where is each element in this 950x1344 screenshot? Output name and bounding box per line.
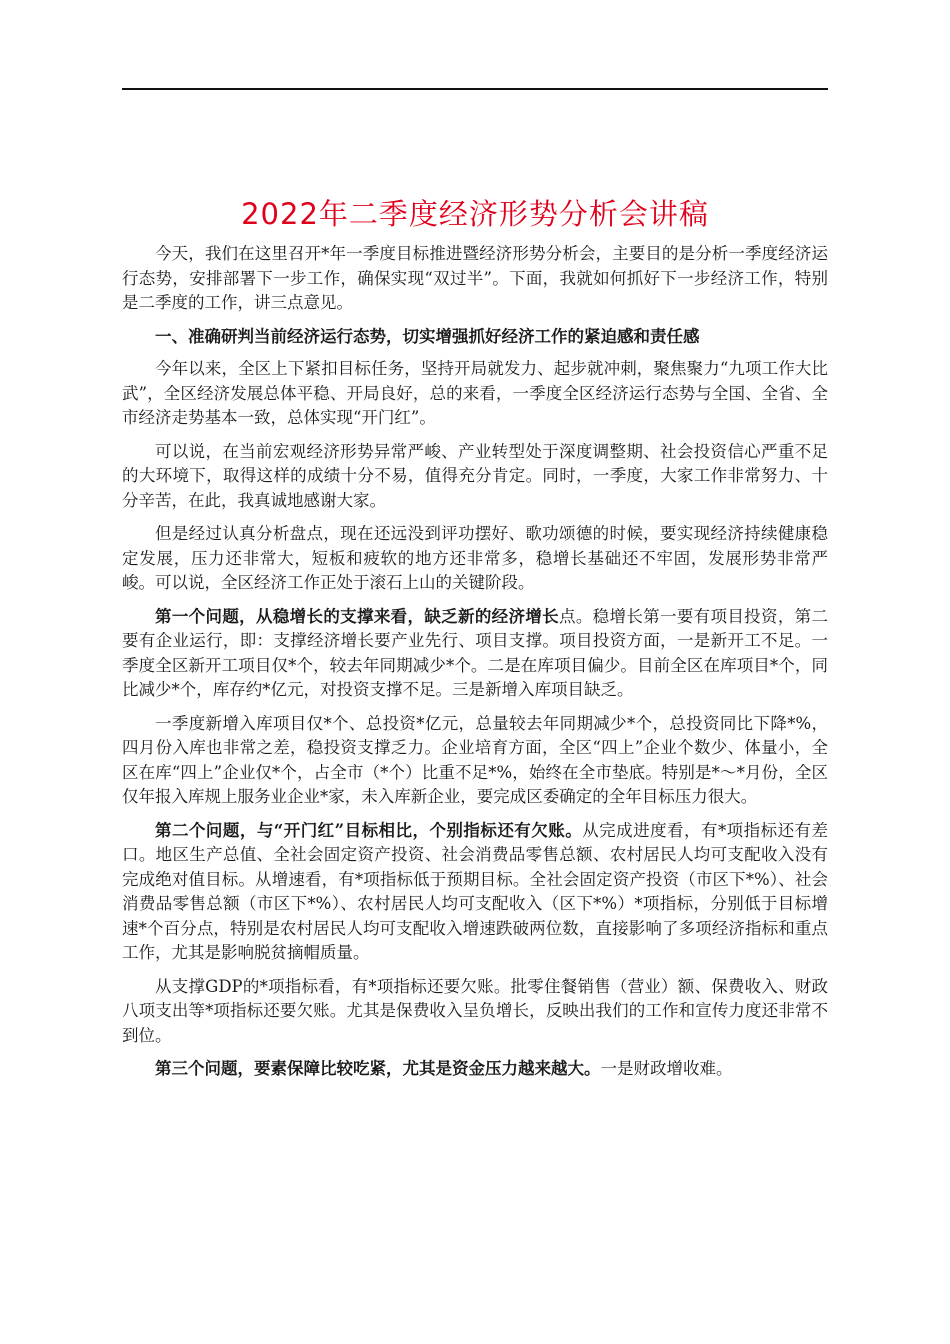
paragraph-text: 一是财政增收难。 [600, 1059, 733, 1078]
paragraph-text: 点。稳增长第一要有项目投资，第二要有企业运行，即：支撑经济增长要产业先行、项目支撑。项目投资方面，一是新开工不足。一季度全区新开工项目仅*个，较去年同期减少*个。二是在库项目偏少。目前全区在库项目*个，同比减少*个，库存约*亿元，对投资支撑不足。三是新增入库项目缺乏。 [122, 606, 829, 699]
paragraph-text: 但是经过认真分析盘点，现在还远没到评功摆好、歌功颂德的时候，要实现经济持续健康稳定发展，压力还非常大，短板和疲软的地方还非常多，稳增长基础还不牢固，发展形势非常严峻。可以说，全区经济工作正处于滚石上山的关键阶段。 [122, 524, 828, 592]
paragraph-text: 今年以来，全区上下紧扣目标任务，坚持开局就发力、起步就冲刺，聚焦聚力“九项工作大比武”，全区经济发展总体平稳、开局良好，总的来看，一季度全区经济运行态势与全国、全省、全市经济走势基本一致，总体实现“开门红”。 [122, 359, 828, 427]
paragraph [122, 357, 828, 431]
section-heading-1 [122, 325, 828, 350]
document-body [122, 242, 828, 1091]
section-heading-text: 一、准确研判当前经济运行态势，切实增强抓好经济工作的紧迫感和责任感 [155, 326, 700, 346]
problem-lead: 第三个问题，要素保障比较吃紧，尤其是资金压力越来越大。 [155, 1059, 601, 1078]
paragraph-text: 一季度新增入库项目仅*个、总投资*亿元，总量较去年同期减少*个，总投资同比下降*%，四月份入库也非常之差，稳投资支撑乏力。企业培育方面，全区“四上”企业个数少、体量小，全区在库“四上”企业仅*个，占全市（*个）比重不足*%，始终在全市垫底。特别是*～*月份，全区仅年报入库规上服务业企业*家，未入库新企业，要完成区委确定的全年目标压力很大。 [122, 713, 828, 806]
paragraph [122, 440, 828, 514]
paragraph-text: 从完成进度看，有*项指标还有差口。地区生产总值、全社会固定资产投资、社会消费品零售总额、农村居民人均可支配收入没有完成绝对值目标。从增速看，有*项指标低于预期目标。全社会固定资产投资（市区下*%）、社会消费品零售总额（市区下*%）、农村居民人均可支配收入（区下*%）*项指标，分别低于目标增速*个百分点，特别是农村居民人均可支配收入增速跌破两位数，直接影响了多项经济指标和重点工作，尤其是影响脱贫摘帽质量。 [122, 820, 829, 962]
paragraph-problem-3 [122, 1057, 828, 1082]
paragraph [122, 975, 828, 1049]
paragraph-text: 从支撑GDP的*项指标看，有*项指标还要欠账。批零住餐销售（营业）额、保费收入、财政八项支出等*项指标还要欠账。尤其是保费收入呈负增长，反映出我们的工作和宣传力度还非常不到位。 [122, 976, 828, 1045]
paragraph-text: 今天，我们在这里召开*年一季度目标推进暨经济形势分析会，主要目的是分析一季度经济运行态势，安排部署下一步工作，确保实现“双过半”。下面，我就如何抓好下一步经济工作，特别是二季度的工作，讲三点意见。 [122, 244, 828, 312]
paragraph-problem-1 [122, 605, 828, 703]
paragraph-problem-2 [122, 819, 828, 966]
paragraph [122, 522, 828, 596]
paragraph-text: 可以说，在当前宏观经济形势异常严峻、产业转型处于深度调整期、社会投资信心严重不足的大环境下，取得这样的成绩十分不易，值得充分肯定。同时，一季度，大家工作非常努力、十分辛苦，在此，我真诚地感谢大家。 [122, 441, 828, 510]
paragraph-intro [122, 242, 828, 316]
header-rule [122, 88, 828, 90]
document-title: 2022年二季度经济形势分析会讲稿 [241, 197, 709, 231]
problem-lead: 第二个问题，与“开门红”目标相比，个别指标还有欠账。 [155, 820, 583, 840]
paragraph [122, 712, 828, 810]
problem-lead: 第一个问题，从稳增长的支撑来看，缺乏新的经济增长 [155, 606, 559, 626]
